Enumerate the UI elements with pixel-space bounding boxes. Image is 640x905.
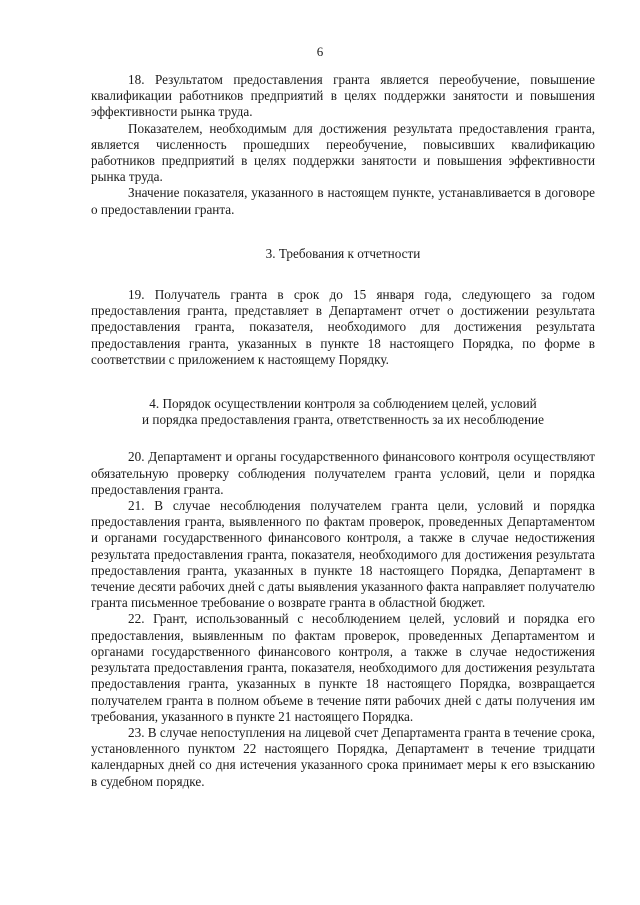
section-4-heading <box>91 396 595 428</box>
paragraph-indicator-value: Значение показателя, указанного в настоящем пункте, устанавливается в договоре о предоставлении гранта. <box>91 185 595 217</box>
paragraph-indicator: Показателем, необходимым для достижения результата предоставления гранта, является численность прошедших переобучение, повысивших квалификацию работников предприятий в целях поддержки занятости и повышения эффективности рынка труда. <box>91 120 595 185</box>
paragraph-22: 22. Грант, использованный с несоблюдением целей, условий и порядка его предоставления, выявленным по фактам проверок, проведенных Департаментом и органами государственного финансового контроля, а также в случае недостижения результата предоставления гранта, показателя, необходимого для достижения результата предоставления гранта, указанных в пункте 18 настоящего Порядка, возвращается получателем гранта в полном объеме в течение пяти рабочих дней с даты получения им требования, указанного в пункте 21 настоящего Порядка. <box>91 611 595 724</box>
section-4-heading-line-1: 4. Порядок осуществлении контроля за соблюдением целей, условий <box>149 396 537 412</box>
section-3-heading-text: 3. Требования к отчетности <box>265 245 421 261</box>
paragraph-19: 19. Получатель гранта в срок до 15 января года, следующего за годом предоставления гранта, представляет в Департамент отчет о достижении результата предоставления гранта, показателя, необходимого для достижения результата предоставления гранта, указанных в пункте 18 настоящего Порядка, по форме в соответствии с приложением к настоящему Порядку. <box>91 287 595 367</box>
spacer <box>91 428 595 449</box>
paragraph-18: 18. Результатом предоставления гранта является переобучение, повышение квалификации работников предприятий в целях поддержки занятости и повышения эффективности рынка труда. <box>91 72 595 120</box>
section-4-heading-line-2: и порядка предоставления гранта, ответственность за их несоблюдение <box>142 412 544 428</box>
page-number: 6 <box>316 44 324 59</box>
section-3-heading <box>91 246 595 262</box>
paragraph-23: 23. В случае непоступления на лицевой счет Департамента гранта в течение срока, установленного пунктом 22 настоящего Порядка, Департамент в течение тридцати календарных дней со дня истечения указанного срока принимает меры к его взысканию в судебном порядке. <box>91 724 595 789</box>
spacer <box>91 262 595 287</box>
paragraph-21: 21. В случае несоблюдения получателем гранта цели, условий и порядка предоставления гранта, выявленного по фактам проверок, проведенных Департаментом и органами государственного финансового контроля, а также в случае недостижения результата предоставления гранта, показателя, необходимого для достижения результата предоставления гранта, указанных в пункте 18 настоящего Порядка, Департамент в течение десяти рабочих дней с даты выявления указанного факта направляет получателю гранта письменное требование о возврате гранта в областной бюджет. <box>91 498 595 611</box>
document-body <box>91 72 595 790</box>
paragraph-20: 20. Департамент и органы государственного финансового контроля осуществляют обязательную проверку соблюдения получателем гранта условий, цели и порядка предоставления гранта. <box>91 449 595 497</box>
spacer <box>91 218 595 246</box>
spacer <box>91 368 595 396</box>
